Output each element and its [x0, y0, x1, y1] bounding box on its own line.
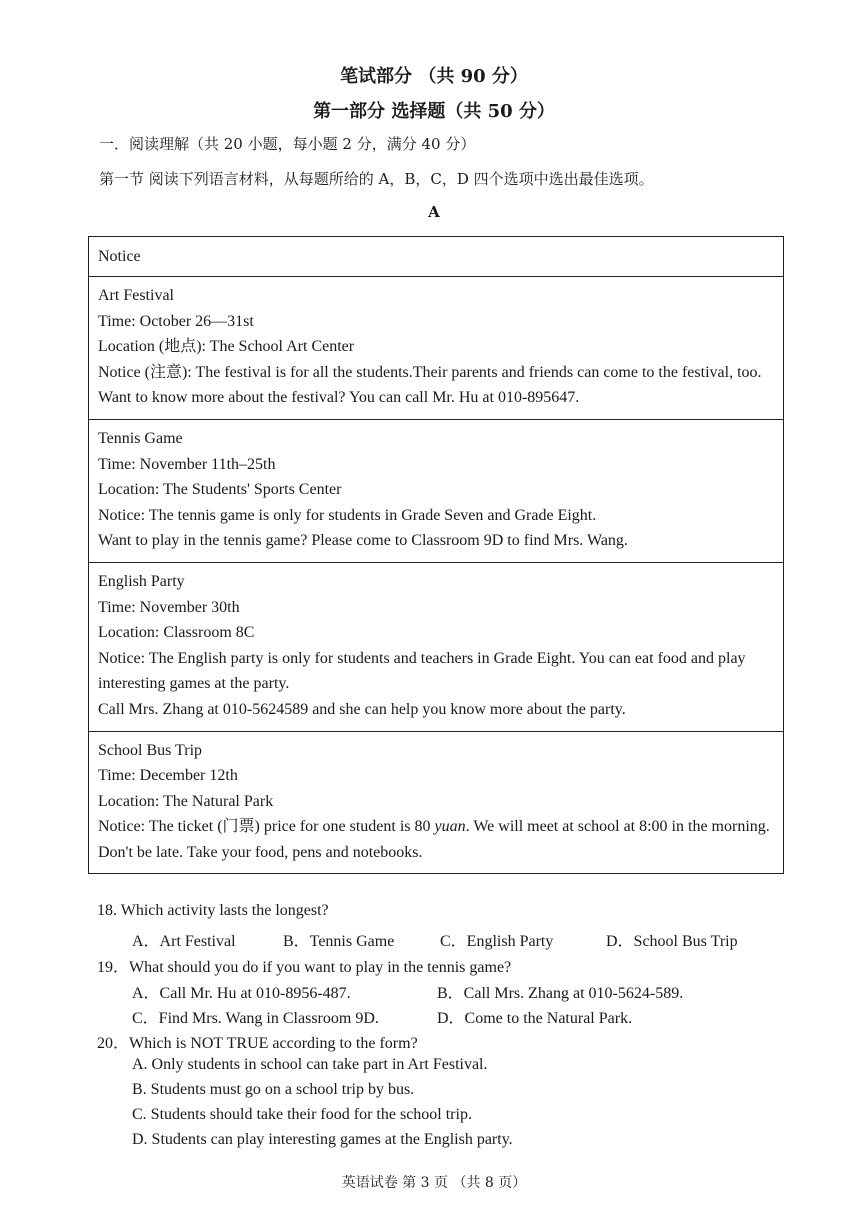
question-20-option-b: B. Students must go on a school trip by bus. [132, 1081, 415, 1098]
question-18-stem: 18. Which activity lasts the longest? [97, 902, 329, 919]
sub-intro: 第一节 阅读下列语言材料，从每题所给的 A，B，C，D 四个选项中选出最佳选项。 [99, 170, 654, 188]
notice-text-pre: Notice: The ticket (门票) price for one student is 80 [98, 818, 435, 836]
section-time: Time: December 12th [98, 767, 238, 785]
section-extra: Want to know more about the festival? You can call Mr. Hu at 010-895647. [98, 389, 580, 407]
question-18-option-d: D．School Bus Trip [606, 933, 738, 950]
question-20-option-a: A. Only students in school can take part in Art Festival. [132, 1056, 488, 1073]
section-notice: Notice (注意): The festival is for all the students.Their parents and friends can come to the festival, too. [98, 363, 762, 381]
question-19-option-c: C．Find Mrs. Wang in Classroom 9D. [132, 1010, 379, 1027]
section-location: Location: The Students' Sports Center [98, 481, 342, 499]
notice-section-art-festival [89, 277, 783, 420]
question-19-option-a: A．Call Mr. Hu at 010-8956-487. [132, 985, 351, 1002]
section-notice [98, 814, 774, 865]
section-time: Time: November 11th–25th [98, 455, 276, 473]
section-location: Location: Classroom 8C [98, 624, 255, 642]
section-notice: Notice: The English party is only for students and teachers in Grade Eight. You can eat food and play interesting games at the party. [98, 649, 746, 693]
notice-section-english-party [89, 563, 783, 732]
notice-text-italic: yuan [434, 818, 466, 836]
section-location: Location: The Natural Park [98, 792, 274, 810]
section-time: Time: October 26—31st [98, 312, 254, 330]
question-19-option-d: D．Come to the Natural Park. [437, 1010, 633, 1027]
section-title: Art Festival [98, 287, 174, 304]
page-title: 笔试部分 （共 90 分） [340, 66, 528, 87]
notice-heading: Notice [89, 237, 783, 277]
section-extra: Want to play in the tennis game? Please come to Classroom 9D to find Mrs. Wang. [98, 532, 628, 550]
question-20-option-d: D. Students can play interesting games at the English party. [132, 1131, 513, 1148]
section-notice: Notice: The tennis game is only for students in Grade Seven and Grade Eight. [98, 506, 597, 524]
part-title: 第一部分 选择题（共 50 分） [313, 101, 555, 122]
passage-label: A [428, 203, 440, 221]
question-20-option-c: C. Students should take their food for the school trip. [132, 1106, 472, 1123]
section-location: Location (地点): The School Art Center [98, 338, 355, 356]
question-18-option-c: C．English Party [440, 933, 554, 950]
notice-text-post: . We will meet at school at 8:00 in the morning. Don't be late. Take your food, pens and notebooks. [98, 818, 770, 861]
section-title: Tennis Game [98, 429, 183, 447]
notice-table [88, 236, 784, 874]
notice-section-tennis-game [89, 420, 783, 563]
section-title: English Party [98, 572, 185, 590]
question-18-option-b: B．Tennis Game [283, 933, 395, 950]
section-extra: Call Mrs. Zhang at 010-5624589 and she can help you know more about the party. [98, 700, 626, 718]
question-19-option-b: B．Call Mrs. Zhang at 010-5624-589. [437, 985, 684, 1002]
question-19-stem: 19．What should you do if you want to play in the tennis game? [97, 959, 512, 976]
section-intro: 一．阅读理解（共 20 小题，每小题 2 分，满分 40 分） [99, 135, 476, 153]
page-footer: 英语试卷 第 3 页 （共 8 页） [341, 1175, 527, 1191]
question-18-option-a: A．Art Festival [132, 933, 236, 950]
section-time: Time: November 30th [98, 598, 240, 616]
section-title: School Bus Trip [98, 741, 203, 759]
notice-section-school-bus-trip [89, 732, 783, 874]
question-20-stem: 20．Which is NOT TRUE according to the form? [97, 1035, 418, 1052]
